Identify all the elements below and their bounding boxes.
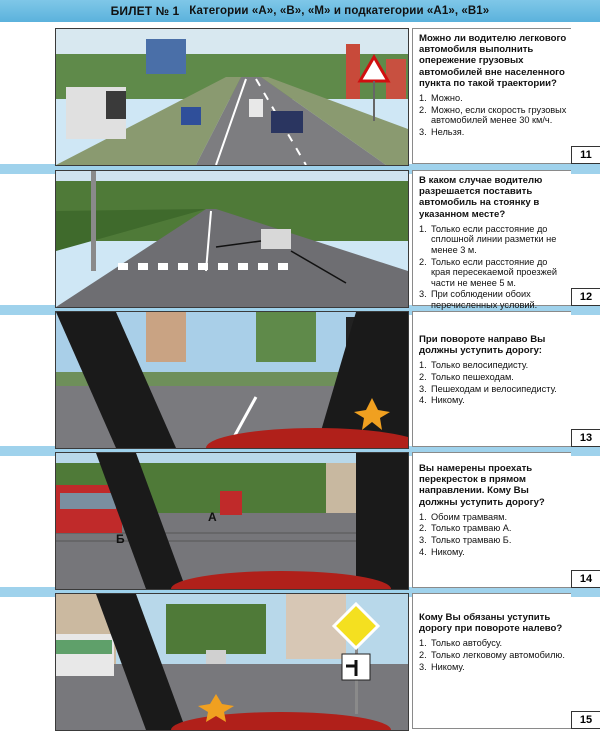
answer-option[interactable]: 2. Только если расстояние до края пересекаемой проезжей части не менее 5 м.: [419, 256, 558, 288]
scene-parking-crossing: [55, 170, 409, 308]
answer-option[interactable]: 3. Только трамваю Б.: [419, 535, 512, 545]
question-text: Можно ли водителю легкового автомобиля выполнить опережение грузовых автомобилей вне населенного пункта по такой траектории?: [419, 33, 567, 89]
answer-option[interactable]: 1. Только если расстояние до сплошной линии разметки не менее 3 м.: [419, 223, 557, 255]
question-text: Вы намерены проехать перекресток в прямом направлении. Кому Вы должны уступить дорогу?: [419, 463, 545, 508]
question-number-box: 14: [571, 570, 600, 588]
question-number-box: 13: [571, 429, 600, 447]
highway-illustration: [56, 29, 408, 165]
question-text: При повороте направо Вы должны уступить дорогу:: [419, 334, 546, 357]
answer-list: [419, 638, 569, 672]
answer-option[interactable]: 2. Только трамваю А.: [419, 523, 512, 534]
ticket-categories: Категории «А», «В», «М» и подкатегории «А1», «В1»: [189, 5, 490, 17]
scene-left-turn: [55, 593, 409, 731]
answer-option[interactable]: 1. Можно.: [419, 93, 463, 104]
ticket-number: БИЛЕТ № 1: [110, 4, 180, 18]
answer-list: [419, 512, 569, 557]
parking-illustration: [56, 171, 408, 307]
answer-option[interactable]: 3. Никому.: [419, 661, 465, 672]
question-number-box: 15: [571, 711, 600, 729]
question-panel-14: [412, 452, 593, 588]
question-number-box: 12: [571, 288, 600, 306]
right-turn-illustration: [56, 312, 408, 448]
scene-right-turn: [55, 311, 409, 449]
answer-option[interactable]: 1. Обоим трамваям.: [419, 511, 507, 522]
answer-option[interactable]: 3. Пешеходам и велосипедисту.: [419, 383, 557, 394]
question-panel-15: [412, 593, 593, 729]
question-panel-12: [412, 170, 593, 310]
answer-list: [419, 93, 569, 137]
question-block-15: [0, 593, 600, 733]
question-number-box: 11: [571, 146, 600, 164]
answer-list: [419, 360, 569, 405]
question-block-13: [0, 311, 600, 451]
answer-option[interactable]: 3. Нельзя.: [419, 126, 465, 137]
answer-option[interactable]: 2. Только пешеходам.: [419, 372, 514, 382]
tram-label-b: Б: [116, 532, 125, 546]
answer-option[interactable]: 2. Только легковому автомобилю.: [419, 650, 565, 660]
question-panel-13: [412, 311, 593, 447]
question-text: Кому Вы обязаны уступить дорогу при повороте налево?: [419, 612, 563, 635]
answer-option[interactable]: 2. Можно, если скорость грузовых автомобилей менее 30 км/ч.: [419, 104, 567, 126]
question-block-12: [0, 170, 600, 310]
ticket-header: [0, 0, 600, 22]
answer-list: [419, 224, 569, 311]
scene-highway-overtaking: [55, 28, 409, 166]
left-turn-illustration: [56, 594, 408, 730]
answer-option[interactable]: 4. Никому.: [419, 395, 465, 406]
answer-option[interactable]: 4. Никому.: [419, 546, 465, 557]
question-block-11: [0, 28, 600, 168]
answer-option[interactable]: 3. При соблюдении обоих перечисленных условий.: [419, 289, 538, 310]
scene-tram-crossing: [55, 452, 409, 590]
tram-illustration: [56, 453, 408, 589]
question-text: В каком случае водителю разрешается поставить автомобиль на стоянку в указанном месте?: [419, 175, 543, 220]
answer-option[interactable]: 1. Только велосипедисту.: [419, 360, 529, 371]
question-block-14: [0, 452, 600, 592]
answer-option[interactable]: 1. Только автобусу.: [419, 638, 503, 649]
tram-label-a: А: [208, 510, 217, 524]
question-panel-11: [412, 28, 592, 164]
